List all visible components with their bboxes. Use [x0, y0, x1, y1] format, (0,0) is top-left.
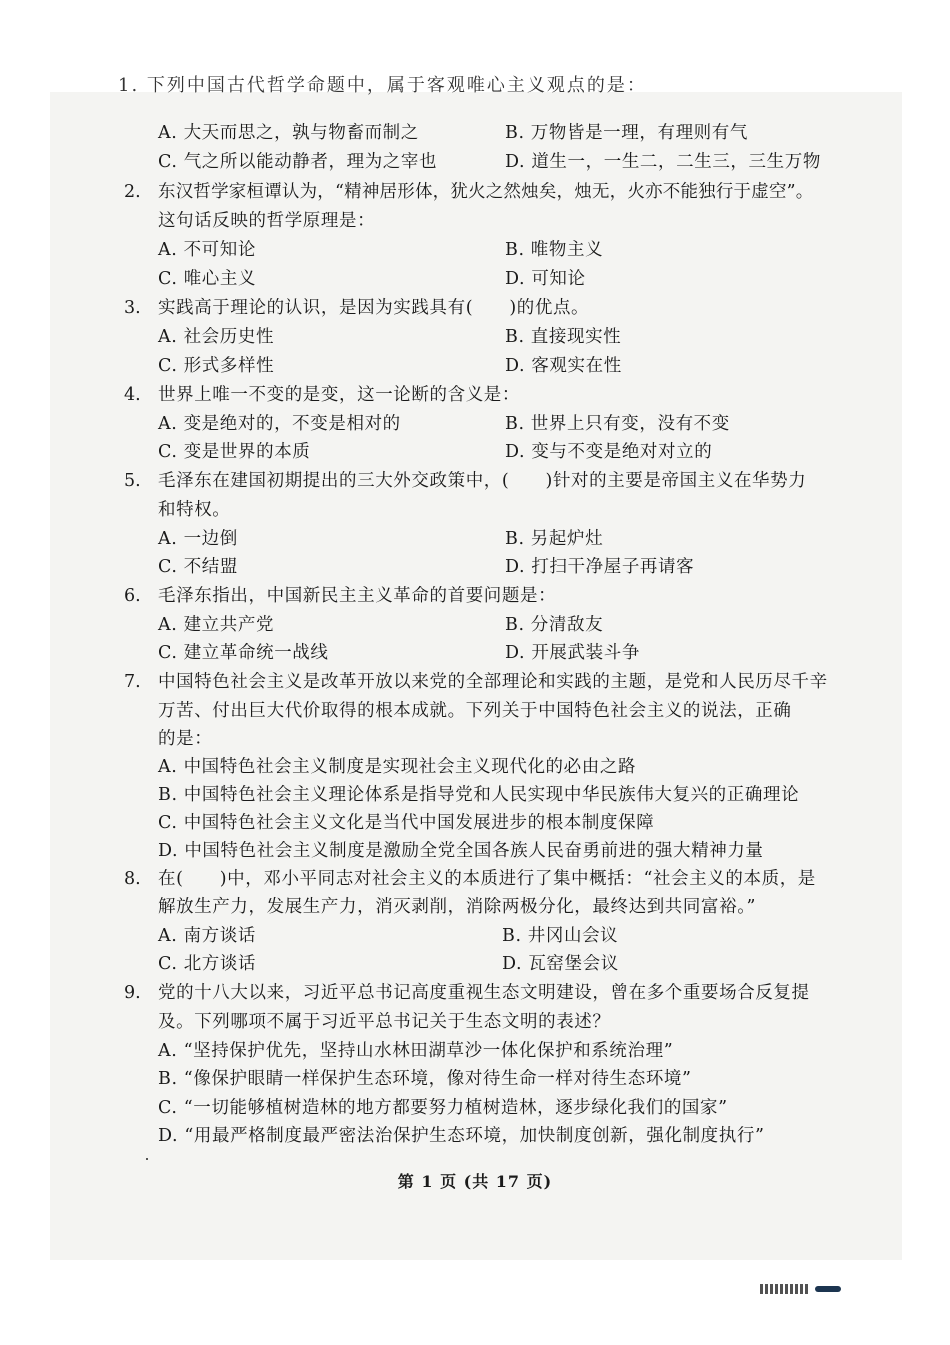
q3-option-d: D. 客观实在性: [505, 356, 622, 376]
scan-watermark-stamp: [760, 1284, 808, 1294]
q9-option-b: B. “像保护眼睛一样保护生态环境，像对待生命一样对待生态环境”: [158, 1069, 692, 1089]
q9-option-a: A. “坚持保护优先，坚持山水林田湖草沙一体化保护和系统治理”: [158, 1041, 674, 1061]
q2-option-c: C. 唯心主义: [158, 269, 257, 289]
q3-option-c: C. 形式多样性: [158, 356, 275, 376]
q5-option-c: C. 不结盟: [158, 557, 238, 577]
q1-option-c: C. 气之所以能动静者，理为之宰也: [158, 152, 438, 172]
q2-option-b: B. 唯物主义: [505, 240, 604, 260]
scan-speck: [146, 1158, 148, 1160]
q5-number: 5.: [124, 471, 141, 491]
q8-stem-line2: 解放生产力，发展生产力，消灭剥削，消除两极分化，最终达到共同富裕。”: [158, 897, 757, 917]
q3-option-a: A. 社会历史性: [158, 327, 275, 347]
q6-option-d: D. 开展武装斗争: [505, 643, 640, 663]
q4-number: 4.: [124, 385, 141, 405]
q7-stem-line3: 的是：: [158, 729, 213, 749]
q7-stem-line1: 中国特色社会主义是改革开放以来党的全部理论和实践的主题，是党和人民历尽千辛: [158, 672, 828, 692]
q4-option-c: C. 变是世界的本质: [158, 442, 311, 462]
q1-option-d: D. 道生一，一生二，二生三，三生万物: [505, 152, 821, 172]
q1-option-a: A. 大天而思之，孰与物畜而制之: [158, 123, 419, 143]
q5-option-d: D. 打扫干净屋子再请客: [505, 557, 695, 577]
q6-option-a: A. 建立共产党: [158, 615, 275, 635]
q2-option-a: A. 不可知论: [158, 240, 256, 260]
q9-stem-line1: 党的十八大以来，习近平总书记高度重视生态文明建设，曾在多个重要场合反复提: [158, 983, 810, 1003]
q7-number: 7.: [124, 672, 141, 692]
q5-option-b: B. 另起炉灶: [505, 529, 604, 549]
q4-option-d: D. 变与不变是绝对对立的: [505, 442, 713, 462]
q4-option-b: B. 世界上只有变，没有不变: [505, 414, 730, 434]
q1-option-b: B. 万物皆是一理，有理则有气: [505, 123, 748, 143]
q6-option-b: B. 分清敌友: [505, 615, 604, 635]
q5-option-a: A. 一边倒: [158, 529, 238, 549]
q8-option-b: B. 井冈山会议: [502, 926, 619, 946]
q6-number: 6.: [124, 586, 141, 606]
q9-stem-line2: 及。下列哪项不属于习近平总书记关于生态文明的表述？: [158, 1012, 611, 1032]
q7-option-a: A. 中国特色社会主义制度是实现社会主义现代化的必由之路: [158, 757, 637, 777]
q5-stem-line1: 毛泽东在建国初期提出的三大外交政策中，( )针对的主要是帝国主义在华势力: [158, 471, 807, 491]
q2-stem-line2: 这句话反映的哲学原理是：: [158, 211, 376, 231]
q8-option-a: A. 南方谈话: [158, 926, 256, 946]
q2-stem-line1: 东汉哲学家桓谭认为，“精神居形体，犹火之然烛矣，烛无，火亦不能独行于虚空”。: [158, 182, 814, 202]
q4-stem-line1: 世界上唯一不变的是变，这一论断的含义是：: [158, 385, 520, 405]
page-footer: 第 1 页 (共 17 页): [397, 1172, 553, 1191]
q5-stem-line2: 和特权。: [158, 500, 231, 520]
q9-option-d: D. “用最严格制度最严密法治保护生态环境，加快制度创新，强化制度执行”: [158, 1126, 765, 1146]
q8-option-d: D. 瓦窑堡会议: [502, 954, 619, 974]
q7-option-d: D. 中国特色社会主义制度是激励全党全国各族人民奋勇前进的强大精神力量: [158, 841, 764, 861]
scan-watermark-bar: [815, 1286, 841, 1292]
q7-option-c: C. 中国特色社会主义文化是当代中国发展进步的根本制度保障: [158, 813, 655, 833]
question-1-stem-text: 1. 下列中国古代哲学命题中，属于客观唯心主义观点的是：: [118, 75, 647, 96]
q8-stem-line1: 在( )中，邓小平同志对社会主义的本质进行了集中概括：“社会主义的本质，是: [158, 869, 816, 889]
q3-stem-line1: 实践高于理论的认识，是因为实践具有( )的优点。: [158, 298, 590, 318]
q9-number: 9.: [124, 983, 141, 1003]
q4-option-a: A. 变是绝对的，不变是相对的: [158, 414, 401, 434]
q6-option-c: C. 建立革命统一战线: [158, 643, 329, 663]
q9-option-c: C. “一切能够植树造林的地方都要努力植树造林，逐步绿化我们的国家”: [158, 1098, 728, 1118]
q3-option-b: B. 直接现实性: [505, 327, 622, 347]
q2-number: 2.: [124, 182, 141, 202]
q7-stem-line2: 万苦、付出巨大代价取得的根本成就。下列关于中国特色社会主义的说法，正确: [158, 701, 792, 721]
q2-option-d: D. 可知论: [505, 269, 586, 289]
q8-option-c: C. 北方谈话: [158, 954, 257, 974]
q3-number: 3.: [124, 298, 141, 318]
q6-stem-line1: 毛泽东指出，中国新民主主义革命的首要问题是：: [158, 586, 557, 606]
cropped-question-1-stem: [118, 75, 838, 110]
q8-number: 8.: [124, 869, 141, 889]
q7-option-b: B. 中国特色社会主义理论体系是指导党和人民实现中华民族伟大复兴的正确理论: [158, 785, 800, 805]
